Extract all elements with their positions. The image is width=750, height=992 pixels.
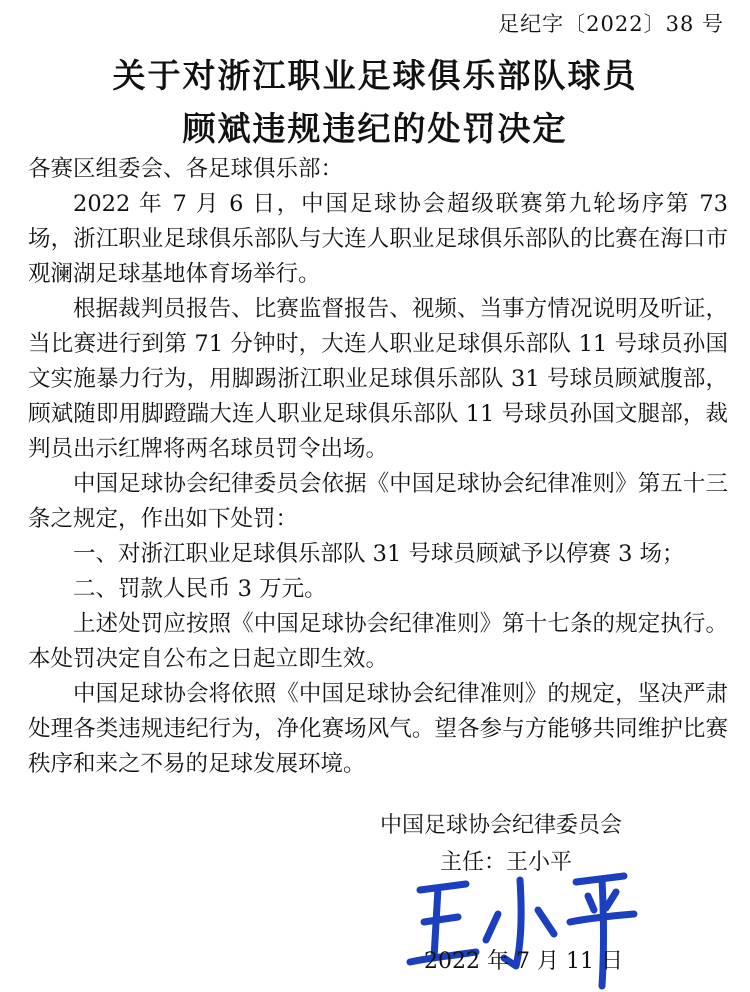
title-line-1: 关于对浙江职业足球俱乐部队球员 [112,56,638,95]
paragraph: 中国足球协会将依照《中国足球协会纪律准则》的规定，坚决严肃处理各类违规违纪行为，净化赛场风气。望各参与方能够共同维护比赛秩序和来之不易的足球发展环境。 [28,681,728,777]
paragraph: 2022 年 7 月 6 日，中国足球协会超级联赛第九轮场序第 73 场，浙江职业足球俱乐部队与大连人职业足球俱乐部队的比赛在海口市观澜湖足球基地体育场举行。 [28,191,728,287]
paragraph: 上述处罚应按照《中国足球协会纪律准则》第十七条的规定执行。本处罚决定自公布之日起立即生效。 [28,611,728,672]
issuing-organization: 中国足球协会纪律委员会 [380,813,623,838]
document-body [28,152,728,782]
issue-date: 2022 年 7 月 11 日 [424,949,623,974]
title-line-2: 顾斌违规违纪的处罚决定 [182,109,568,148]
salutation: 各赛区组委会、各足球俱乐部： [28,156,344,182]
document-number: 足纪字〔2022〕38 号 [498,12,724,36]
paragraph: 根据裁判员报告、比赛监督报告、视频、当事方情况说明及听证，当比赛进行到第 71 分钟时，大连人职业足球俱乐部队 11 号球员孙国文实施暴力行为，用脚踢浙江职业足球俱乐部队 31 号球员顾斌腹部，顾斌随即用脚蹬踹大连人职业足球俱乐部队 11 号球员孙国文腿部，裁判员出示红牌将两名球员罚令出场。 [28,296,728,462]
chief-name: 主任：王小平 [440,850,573,875]
paragraph: 二、罚款人民币 3 万元。 [73,576,327,602]
paragraph: 一、对浙江职业足球俱乐部队 31 号球员顾斌予以停赛 3 场； [73,541,685,567]
paragraph: 中国足球协会纪律委员会依据《中国足球协会纪律准则》第五十三条之规定，作出如下处罚： [28,471,728,532]
